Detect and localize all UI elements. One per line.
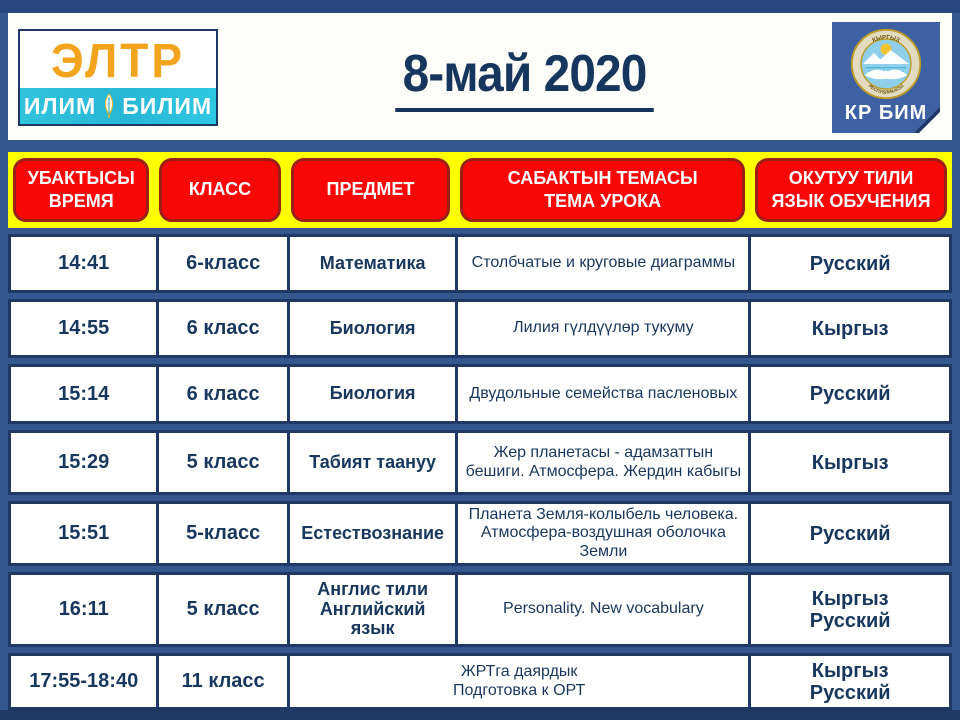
- subject-cell-line: Табият таануу: [309, 451, 437, 472]
- language-cell: [748, 656, 949, 707]
- header-label-language-line: ОКУТУУ ТИЛИ: [788, 167, 914, 188]
- svg-text:КЫРГЫЗ: КЫРГЫЗ: [871, 34, 901, 45]
- language-cell: [748, 367, 949, 421]
- topic-cell-line: Personality. New vocabulary: [503, 600, 704, 618]
- subject-cell: [287, 575, 456, 644]
- language-cell-line: Русский: [809, 383, 891, 405]
- language-cell-line: Русский: [809, 681, 891, 704]
- time-cell: [11, 656, 156, 707]
- language-cell-line: Русский: [809, 609, 891, 632]
- feather-icon: [101, 93, 117, 119]
- grade-cell-line: 5 класс: [186, 451, 260, 473]
- grade-cell-line: 6 класс: [186, 382, 260, 405]
- schedule-rows: [8, 234, 952, 710]
- time-cell-line: 14:55: [58, 317, 110, 339]
- header-panel: [8, 13, 952, 140]
- table-row: [8, 299, 952, 358]
- header-cell-grade: [154, 152, 285, 228]
- subject-cell-line: Естествознание: [301, 522, 445, 543]
- time-cell-line: 16:11: [58, 598, 109, 620]
- ilim-bilim-strip: [20, 88, 216, 124]
- header-label-topic: [460, 158, 745, 222]
- fold-corner: [919, 112, 940, 133]
- time-cell: [11, 367, 156, 421]
- table-row: [8, 364, 952, 424]
- subject-cell-line: Биология: [329, 383, 416, 404]
- topic-cell-line: Лилия гүлдүүлөр тукуму: [513, 319, 694, 337]
- grade-cell: [156, 575, 286, 644]
- topic-cell: [455, 433, 748, 492]
- page-title: 8-май 2020: [396, 47, 655, 112]
- topic-cell: [455, 367, 748, 421]
- time-cell: [11, 237, 156, 290]
- subject-cell: [287, 504, 456, 563]
- schedule-header-row: [8, 152, 952, 228]
- header-label-subject: [291, 158, 451, 222]
- header-cell-language: [750, 152, 952, 228]
- table-row: [8, 653, 952, 710]
- topic-cell: [455, 504, 748, 563]
- language-cell: [748, 504, 949, 563]
- subject-cell-line: Английский язык: [319, 598, 426, 639]
- eltr-brand-text: ЭЛТР: [50, 32, 186, 87]
- language-cell-line: Кыргыз: [811, 587, 889, 610]
- grade-cell: [156, 656, 286, 707]
- title-wrap: [228, 47, 822, 112]
- time-cell-line: 15:14: [58, 382, 110, 405]
- table-row: [8, 234, 952, 293]
- language-cell: [748, 237, 949, 290]
- topic-cell-line: ЖРТга даярдык: [460, 663, 578, 681]
- table-row: [8, 430, 952, 495]
- grade-cell: [156, 237, 286, 290]
- time-cell-line: 15:29: [58, 451, 110, 473]
- topic-cell-line: Жер планетасы - адамзаттын бешиги. Атмосфера. Жердин кабыгы: [465, 444, 742, 480]
- grade-cell-line: 5 класс: [186, 598, 260, 620]
- header-cell-time: [8, 152, 154, 228]
- language-cell: [748, 575, 949, 644]
- time-cell-line: 14:41: [58, 252, 110, 274]
- kyrgyz-emblem-icon: [849, 27, 923, 101]
- time-cell: [11, 575, 156, 644]
- language-cell-line: Русский: [809, 252, 891, 275]
- grade-cell: [156, 433, 286, 492]
- header-label-subject-line: ПРЕДМЕТ: [326, 179, 415, 200]
- grade-cell: [156, 302, 286, 355]
- language-cell-line: Русский: [809, 522, 891, 545]
- subject-cell-line: Англис тили: [317, 579, 429, 600]
- logo-sub-left: ИЛИМ: [23, 92, 97, 119]
- header-label-time-line: ВРЕМЯ: [48, 191, 114, 211]
- subject-cell: [287, 302, 456, 355]
- topic-cell: [455, 237, 748, 290]
- grade-cell-line: 6 класс: [186, 317, 260, 339]
- bottom-bar: [0, 710, 960, 720]
- header-label-time-line: УБАКТЫСЫ: [27, 167, 135, 188]
- table-row: [8, 572, 952, 647]
- grade-cell-line: 5-класс: [186, 522, 261, 544]
- grade-cell: [156, 367, 286, 421]
- subject-cell: [287, 367, 456, 421]
- time-cell: [11, 504, 156, 563]
- time-cell: [11, 433, 156, 492]
- table-row: [8, 501, 952, 566]
- header-cell-subject: [286, 152, 456, 228]
- header-label-time: [13, 158, 149, 222]
- header-label-topic-line: ТЕМА УРОКА: [544, 191, 662, 211]
- language-cell-line: Кыргыз: [811, 317, 889, 340]
- header-label-grade: [159, 158, 280, 222]
- topic-cell-line: Подготовка к ОРТ: [452, 681, 586, 699]
- topic-cell-line: Двудольные семейства пасленовых: [469, 384, 738, 402]
- grade-cell-line: 11 класс: [181, 670, 265, 692]
- time-cell-line: 17:55-18:40: [29, 670, 139, 692]
- language-cell: [748, 302, 949, 355]
- topic-cell-line: Столбчатые и круговые диаграммы: [471, 254, 736, 272]
- topic-cell-line: Планета Земля-колыбель человека. Атмосфера-воздушная оболочка Земли: [468, 506, 739, 560]
- topic-cell: [287, 656, 748, 707]
- krbim-badge: [832, 22, 940, 133]
- subject-cell-line: Биология: [329, 317, 416, 338]
- language-cell: [748, 433, 949, 492]
- header-label-language: [755, 158, 947, 222]
- badge-label: КР БИМ: [844, 102, 928, 124]
- topic-cell: [455, 575, 748, 644]
- time-cell-line: 15:51: [58, 522, 110, 544]
- top-bar: [0, 0, 960, 13]
- header-label-topic-line: САБАКТЫН ТЕМАСЫ: [507, 167, 698, 188]
- language-cell-line: Кыргыз: [811, 451, 889, 474]
- grade-cell: [156, 504, 286, 563]
- logo-sub-right: БИЛИМ: [122, 92, 213, 119]
- eltr-logo: [18, 29, 218, 126]
- subject-cell: [287, 433, 456, 492]
- subject-cell-line: Математика: [319, 252, 426, 273]
- svg-text:РЕСПУБЛИКАСЫ: РЕСПУБЛИКАСЫ: [867, 83, 905, 95]
- header-cell-topic: [455, 152, 750, 228]
- subject-cell: [287, 237, 456, 290]
- topic-cell: [455, 302, 748, 355]
- language-cell-line: Кыргыз: [811, 659, 889, 682]
- time-cell: [11, 302, 156, 355]
- header-label-language-line: ЯЗЫК ОБУЧЕНИЯ: [771, 191, 931, 211]
- grade-cell-line: 6-класс: [186, 252, 261, 274]
- header-label-grade-line: КЛАСС: [188, 179, 252, 200]
